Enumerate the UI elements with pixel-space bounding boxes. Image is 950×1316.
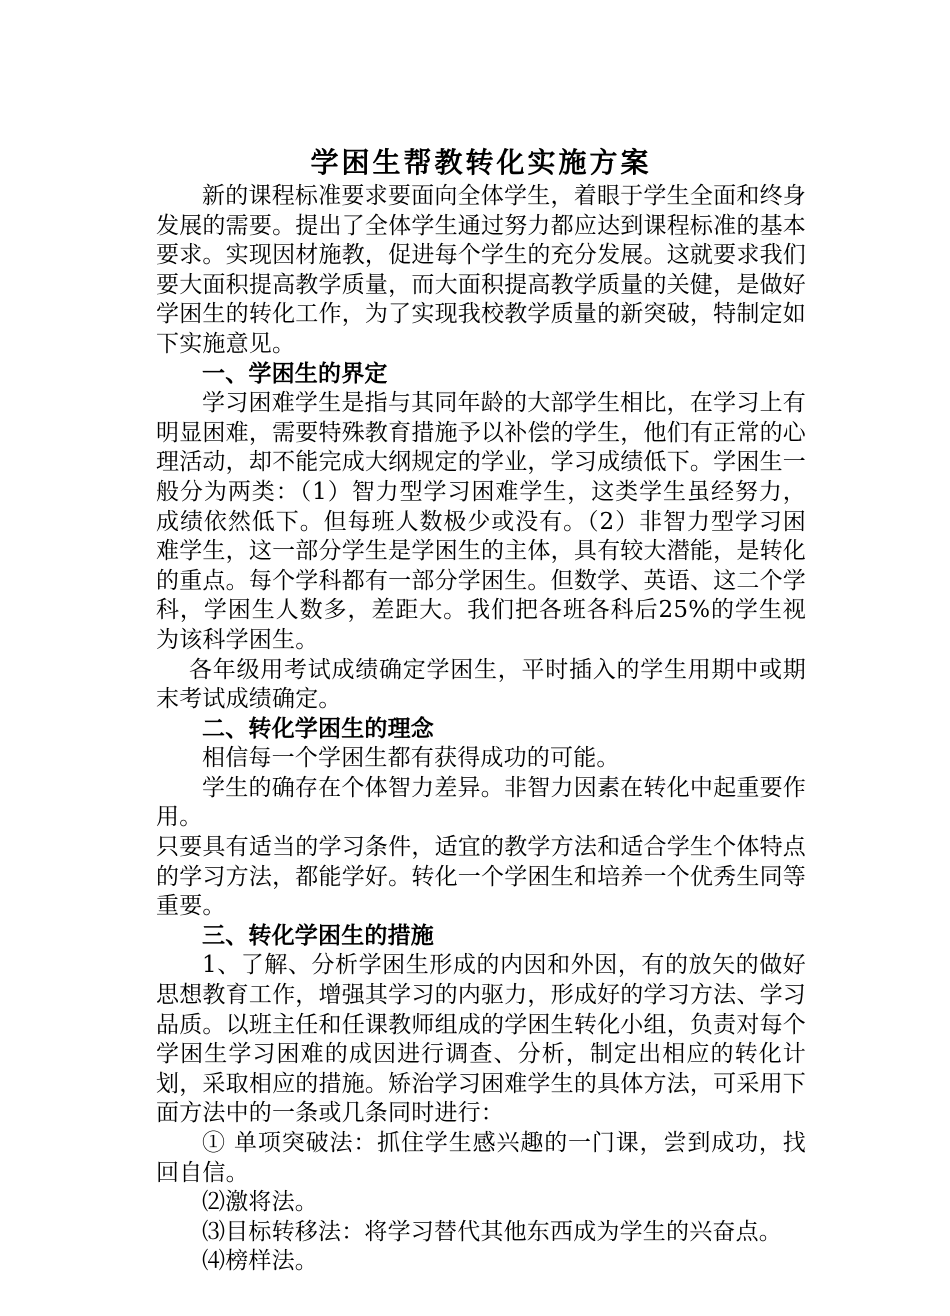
- measures-paragraph: 1、了解、分析学困生形成的内因和外因，有的放矢的做好思想教育工作，增强其学习的内驱力，形成好的学习方法、学习品质。以班主任和任课教师组成的学困生转化小组，负责对每个学困生学习困难的成因进行调查、分析，制定出相应的转化计划，采取相应的措施。矫治学习困难学生的具体方法，可采用下面方法中的一条或几条同时进行：: [156, 952, 806, 1127]
- document-body: [156, 146, 806, 1277]
- philosophy-paragraph-2: 学生的确存在个体智力差异。非智力因素在转化中起重要作用。: [156, 774, 806, 831]
- method-item-1: ① 单项突破法：抓住学生感兴趣的一门课，尝到成功，找回自信。: [156, 1130, 806, 1186]
- section-heading-definition: 一、学困生的界定: [202, 360, 388, 387]
- section-heading-measures: 三、转化学困生的措施: [202, 922, 434, 949]
- definition-paragraph-2: 各年级用考试成绩确定学困生，平时插入的学生用期中或期末考试成绩确定。: [156, 656, 806, 713]
- philosophy-paragraph-3: 只要具有适当的学习条件，适宜的教学方法和适合学生个体特点的学习方法，都能学好。转化一个学困生和培养一个优秀生同等重要。: [156, 834, 806, 920]
- document-title: 学困生帮教转化实施方案: [310, 146, 652, 179]
- definition-paragraph: 学习困难学生是指与其同年龄的大部学生相比，在学习上有明显困难，需要特殊教育措施予以补偿的学生，他们有正常的心理活动，却不能完成大纲规定的学业，学习成绩低下。学困生一般分为两类：（1）智力型学习困难学生，这类学生虽经努力，成绩依然低下。但每班人数极少或没有。（2）非智力型学习困难学生，这一部分学生是学困生的主体，具有较大潜能，是转化的重点。每个学科都有一部分学困生。但数学、英语、这二个学科，学困生人数多，差距大。我们把各班各科后25%的学生视为该科学困生。: [156, 390, 806, 653]
- intro-paragraph: 新的课程标准要求要面向全体学生，着眼于学生全面和终身发展的需要。提出了全体学生通过努力都应达到课程标准的基本要求。实现因材施教，促进每个学生的充分发展。这就要求我们要大面积提高教学质量，而大面积提高教学质量的关健，是做好学困生的转化工作，为了实现我校教学质量的新突破，特制定如下实施意见。: [156, 183, 806, 357]
- method-item-3: ⑶目标转移法：将学习替代其他东西成为学生的兴奋点。: [202, 1218, 782, 1245]
- philosophy-paragraph-1: 相信每一个学困生都有获得成功的可能。: [202, 745, 620, 772]
- method-item-4: ⑷榜样法。: [202, 1248, 318, 1275]
- section-heading-philosophy: 二、转化学困生的理念: [202, 715, 434, 742]
- method-item-2: ⑵激将法。: [202, 1189, 318, 1216]
